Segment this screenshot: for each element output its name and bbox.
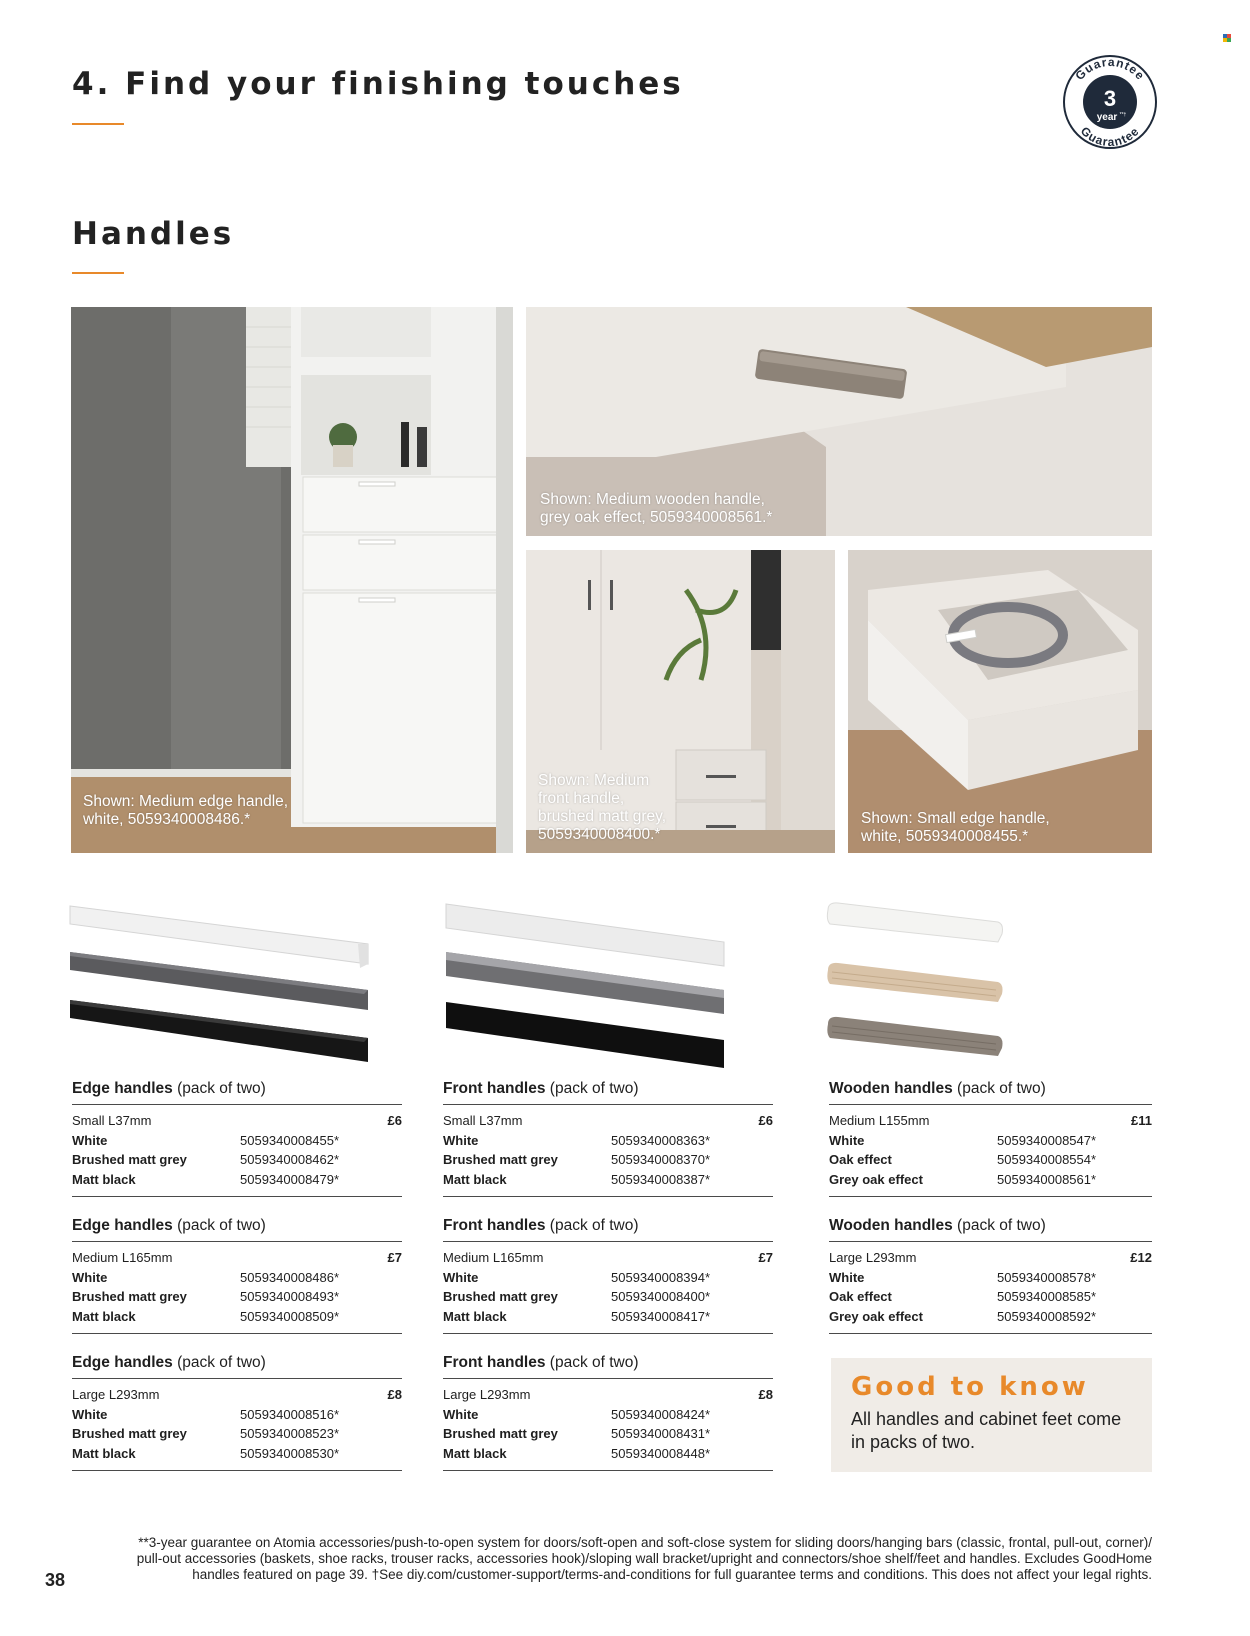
badge-top-text: Guarantee — [1072, 54, 1148, 83]
table-edge-medium — [72, 1217, 402, 1334]
variant-label: Brushed matt grey — [72, 1426, 187, 1442]
product-code: 5059340008387* — [611, 1171, 711, 1187]
pack-note: (pack of two) — [177, 1080, 266, 1097]
product-code: 5059340008424* — [611, 1406, 711, 1422]
product-name: Front handles — [443, 1354, 546, 1371]
variant-label: Brushed matt grey — [72, 1289, 187, 1305]
variant-label: Matt black — [72, 1308, 136, 1324]
section-heading-handles: Handles — [72, 216, 235, 252]
guarantee-footnote: **3-year guarantee on Atomia accessories/push-to-open system for doors/soft-open and soft-close system for sliding doors/hanging bars (classic, frontal, pull-out, corner)/ pull-out accessories (baskets, shoe racks, trouser racks, accessories hook)/sloping wall bracket/upright and connectors/shoe shelf/feet and handles. Excludes GoodHome handles featured on page 39. †See diy.com/customer-support/terms-and-conditions for full guarantee terms and conditions. This does not affect your legal rights. — [136, 1535, 1152, 1582]
handles-underline — [72, 272, 124, 274]
variant-label: Grey oak effect — [829, 1171, 923, 1187]
price: £8 — [387, 1387, 402, 1403]
variant-label: White — [443, 1132, 479, 1148]
page-number: 38 — [45, 1570, 66, 1590]
photo-caption: Shown: Medium front handle, brushed matt grey, 5059340008400.* — [538, 772, 667, 843]
variant-label: Matt black — [72, 1445, 136, 1461]
variant-label: White — [72, 1132, 108, 1148]
table-wooden-large — [829, 1217, 1152, 1334]
pack-note: (pack of two) — [549, 1354, 639, 1371]
edge-handles-render — [68, 902, 374, 1074]
price: £6 — [387, 1113, 402, 1129]
variant-label: Brushed matt grey — [443, 1426, 558, 1442]
product-code: 5059340008523* — [240, 1426, 340, 1442]
product-code: 5059340008578* — [997, 1269, 1097, 1285]
product-code: 5059340008417* — [611, 1308, 711, 1324]
price: £11 — [1131, 1113, 1152, 1129]
variant-label: Brushed matt grey — [443, 1289, 558, 1305]
size-label: Large L293mm — [72, 1387, 160, 1403]
variant-label: White — [829, 1269, 865, 1285]
variant-label: Matt black — [72, 1171, 136, 1187]
badge-bottom-text: Guarantee — [1077, 123, 1143, 150]
pack-note: (pack of two) — [549, 1080, 639, 1097]
product-code: 5059340008592* — [997, 1308, 1097, 1324]
pack-note: (pack of two) — [177, 1354, 266, 1371]
photo-tall-cabinet — [71, 307, 513, 853]
product-code: 5059340008455* — [240, 1132, 340, 1148]
product-code: 5059340008370* — [611, 1152, 711, 1168]
size-label: Medium L165mm — [443, 1250, 544, 1266]
product-code: 5059340008448* — [611, 1445, 711, 1461]
title-underline — [72, 123, 124, 125]
badge-unit: year — [1096, 112, 1118, 123]
table-title — [443, 1080, 773, 1105]
product-code: 5059340008516* — [240, 1406, 340, 1422]
price: £12 — [1130, 1250, 1152, 1266]
variant-label: Matt black — [443, 1445, 507, 1461]
photo-caption: Shown: Medium edge handle, white, 5059340008486.* — [83, 793, 289, 828]
product-code: 5059340008394* — [611, 1269, 711, 1285]
pack-note: (pack of two) — [957, 1217, 1046, 1234]
product-code: 5059340008585* — [997, 1289, 1097, 1305]
price: £6 — [758, 1113, 773, 1129]
guarantee-badge — [1060, 52, 1160, 152]
product-name: Edge handles — [72, 1354, 173, 1371]
variant-label: White — [443, 1269, 479, 1285]
table-front-large — [443, 1354, 773, 1471]
variant-label: Brushed matt grey — [72, 1152, 187, 1168]
product-code: 5059340008462* — [240, 1152, 340, 1168]
table-title — [72, 1080, 402, 1105]
size-label: Large L293mm — [443, 1387, 531, 1403]
good-to-know-body: All handles and cabinet feet come in packs of two. — [851, 1409, 1122, 1452]
variant-label: Matt black — [443, 1171, 507, 1187]
product-code: 5059340008486* — [240, 1269, 340, 1285]
pack-note: (pack of two) — [549, 1217, 639, 1234]
product-name: Front handles — [443, 1217, 546, 1234]
table-title — [72, 1354, 402, 1379]
variant-label: White — [443, 1406, 479, 1422]
photo-wooden-handle-drawer — [526, 307, 1152, 536]
product-code: 5059340008493* — [240, 1289, 340, 1305]
variant-label: White — [72, 1406, 108, 1422]
product-code: 5059340008509* — [240, 1308, 340, 1324]
table-front-medium — [443, 1217, 773, 1334]
badge-number: 3 — [1103, 86, 1117, 111]
page-title: 4. Find your finishing touches — [72, 66, 684, 102]
product-code: 5059340008363* — [611, 1132, 711, 1148]
good-to-know-panel — [831, 1358, 1152, 1472]
price: £7 — [387, 1250, 402, 1266]
variant-label: White — [829, 1132, 865, 1148]
product-code: 5059340008400* — [611, 1289, 711, 1305]
size-label: Medium L165mm — [72, 1250, 173, 1266]
wooden-handles-render — [826, 902, 1006, 1062]
photo-caption: Shown: Medium wooden handle, grey oak effect, 5059340008561.* — [540, 491, 773, 526]
product-name: Edge handles — [72, 1217, 173, 1234]
size-label: Small L37mm — [443, 1113, 523, 1129]
variant-label: Matt black — [443, 1308, 507, 1324]
price: £7 — [758, 1250, 773, 1266]
front-handles-render — [444, 902, 726, 1074]
table-edge-large — [72, 1354, 402, 1471]
table-edge-small — [72, 1080, 402, 1197]
photo-wardrobe — [526, 550, 835, 853]
size-label: Medium L155mm — [829, 1113, 930, 1129]
product-name: Wooden handles — [829, 1080, 953, 1097]
variant-label: Oak effect — [829, 1289, 892, 1305]
variant-label: Grey oak effect — [829, 1308, 923, 1324]
product-code: 5059340008479* — [240, 1171, 340, 1187]
product-code: 5059340008561* — [997, 1171, 1097, 1187]
product-name: Front handles — [443, 1080, 546, 1097]
good-to-know-title: Good to know — [851, 1372, 1089, 1402]
table-title — [443, 1217, 773, 1242]
brand-logo — [1223, 34, 1231, 42]
product-name: Wooden handles — [829, 1217, 953, 1234]
product-code: 5059340008530* — [240, 1445, 340, 1461]
product-code: 5059340008547* — [997, 1132, 1097, 1148]
size-label: Small L37mm — [72, 1113, 152, 1129]
table-title — [443, 1354, 773, 1379]
table-front-small — [443, 1080, 773, 1197]
product-code: 5059340008431* — [611, 1426, 711, 1442]
product-name: Edge handles — [72, 1080, 173, 1097]
variant-label: Oak effect — [829, 1152, 892, 1168]
photo-open-drawer — [848, 550, 1152, 853]
size-label: Large L293mm — [829, 1250, 917, 1266]
variant-label: Brushed matt grey — [443, 1152, 558, 1168]
table-title — [829, 1217, 1152, 1242]
variant-label: White — [72, 1269, 108, 1285]
photo-caption: Shown: Small edge handle, white, 5059340008455.* — [861, 810, 1050, 845]
price: £8 — [758, 1387, 773, 1403]
pack-note: (pack of two) — [957, 1080, 1046, 1097]
pack-note: (pack of two) — [177, 1217, 266, 1234]
product-code: 5059340008554* — [997, 1152, 1097, 1168]
table-title — [829, 1080, 1152, 1105]
table-wooden-medium — [829, 1080, 1152, 1197]
table-title — [72, 1217, 402, 1242]
badge-marks: **† — [1119, 112, 1127, 118]
